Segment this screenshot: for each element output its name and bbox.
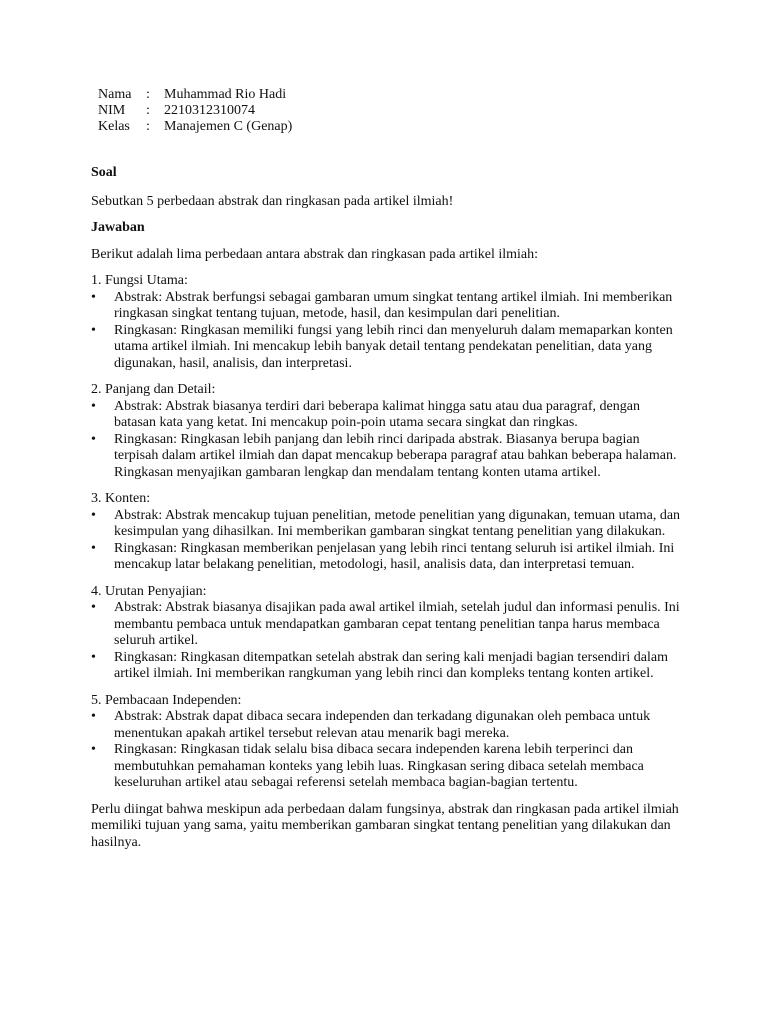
bullet-icon: •	[91, 742, 96, 757]
section-urutan-penyajian	[91, 584, 681, 683]
bullet-icon: •	[91, 649, 96, 665]
section-panjang-dan-detail	[91, 382, 681, 481]
list-item	[91, 600, 681, 650]
identity-separator: :	[146, 103, 150, 118]
list-item-text: Ringkasan: Ringkasan ditempatkan setelah abstrak dan sering kali menjadi bagian tersendiri dalam artikel ilmiah. Ini memberikan rangkuman yang lebih rinci dan kompleks tentang konten artikel.	[114, 649, 669, 681]
section-title: 5. Pembacaan Independen:	[91, 692, 242, 708]
list-item-text: Ringkasan: Ringkasan tidak selalu bisa dibaca secara independen karena lebih terperinci dan membutuhkan pemahaman konteks yang lebih luas. Ringkasan sering dibaca setelah membaca keseluruhan artikel atau sebagai referensi setelah membaca bagian-bagian tertentu.	[114, 742, 644, 790]
section-pembacaan-independen	[91, 693, 681, 792]
list-item	[91, 709, 681, 742]
identity-separator: :	[146, 119, 150, 134]
section-title: 4. Urutan Penyajian:	[91, 583, 207, 599]
identity-row-nim	[98, 103, 292, 119]
bullet-list	[91, 290, 681, 373]
section-title: 3. Konten:	[91, 491, 151, 506]
identity-label: Nama	[98, 87, 132, 102]
list-item-text: Abstrak: Abstrak biasanya disajikan pada awal artikel ilmiah, setelah judul dan informasi penulis. Ini membantu pembaca untuk mendapatkan gambaran cepat tentang penelitian tanpa harus membaca seluruh artikel.	[114, 600, 680, 648]
intro-text: Berikut adalah lima perbedaan antara abstrak dan ringkasan pada artikel ilmiah:	[91, 246, 539, 262]
list-item-text: Ringkasan: Ringkasan memiliki fungsi yang lebih rinci dan menyeluruh dalam memaparkan konten utama artikel ilmiah. Ini mencakup lebih banyak detail tentang pendekatan penelitian, data yang digunakan, hasil, analisis, dan interpretasi.	[114, 322, 673, 371]
bullet-icon: •	[91, 540, 96, 556]
list-item	[91, 541, 681, 574]
identity-value: Manajemen C (Genap)	[164, 119, 293, 134]
section-title: 2. Panjang dan Detail:	[91, 382, 216, 397]
list-item-text: Abstrak: Abstrak biasanya terdiri dari beberapa kalimat hingga satu atau dua paragraf, dengan batasan kata yang ketat. Ini mencakup poin-poin utama secara singkat dan ringkas.	[114, 398, 640, 430]
list-item	[91, 290, 681, 323]
list-item	[91, 742, 681, 792]
list-item	[91, 323, 681, 373]
bullet-icon: •	[91, 398, 96, 414]
identity-label: NIM	[98, 103, 126, 118]
list-item	[91, 650, 681, 683]
soal-heading: Soal	[91, 165, 117, 180]
list-item-text: Ringkasan: Ringkasan memberikan penjelasan yang lebih rinci tentang seluruh isi artikel ilmiah. Ini mencakup latar belakang penelitian, metodologi, hasil, analisis data, dan interpretasi temuan.	[114, 540, 675, 572]
identity-value: 2210312310074	[164, 103, 255, 118]
bullet-list	[91, 709, 681, 792]
list-item-text: Abstrak: Abstrak mencakup tujuan penelitian, metode penelitian yang digunakan, temuan utama, dan kesimpulan yang dihasilkan. Ini memberikan gambaran singkat tentang penelitian yang dilakukan.	[114, 507, 681, 539]
jawaban-heading: Jawaban	[91, 220, 145, 235]
question-text: Sebutkan 5 perbedaan abstrak dan ringkasan pada artikel ilmiah!	[91, 193, 454, 209]
bullet-icon: •	[91, 289, 96, 305]
conclusion-text: Perlu diingat bahwa meskipun ada perbedaan dalam fungsinya, abstrak dan ringkasan pada artikel ilmiah memiliki tujuan yang sama, yaitu memberikan gambaran singkat tentang penelitian yang dilakukan dan hasilnya.	[91, 801, 679, 850]
list-item	[91, 432, 681, 482]
bullet-icon: •	[91, 431, 96, 447]
identity-table	[98, 87, 292, 135]
list-item	[91, 508, 681, 541]
bullet-icon: •	[91, 600, 96, 615]
bullet-list	[91, 600, 681, 683]
identity-value: Muhammad Rio Hadi	[164, 87, 287, 102]
list-item-text: Ringkasan: Ringkasan lebih panjang dan lebih rinci daripada abstrak. Biasanya berupa bagian terpisah dalam artikel ilmiah dan dapat mencakup beberapa paragraf atau bahkan beberapa halaman. Ringkasan menyajikan gambaran lengkap dan mendalam tentang konten utama artikel.	[114, 431, 677, 480]
identity-label: Kelas	[98, 119, 130, 134]
bullet-list	[91, 508, 681, 574]
bullet-list	[91, 399, 681, 482]
identity-row-nama	[98, 87, 292, 103]
bullet-icon: •	[91, 322, 96, 338]
section-konten	[91, 491, 681, 574]
list-item-text: Abstrak: Abstrak dapat dibaca secara independen dan terkadang digunakan oleh pembaca untuk menentukan apakah artikel tersebut relevan atau menarik bagi mereka.	[114, 709, 651, 741]
section-title: 1. Fungsi Utama:	[91, 273, 188, 288]
list-item-text: Abstrak: Abstrak berfungsi sebagai gambaran umum singkat tentang artikel ilmiah. Ini memberikan ringkasan singkat tentang tujuan, metode, hasil, dan kesimpulan dari penelitian.	[114, 289, 673, 321]
section-fungsi-utama	[91, 273, 681, 372]
identity-separator: :	[146, 87, 150, 102]
bullet-icon: •	[91, 709, 96, 724]
identity-row-kelas	[98, 119, 292, 135]
bullet-icon: •	[91, 507, 96, 523]
list-item	[91, 399, 681, 432]
document-page	[91, 87, 681, 851]
